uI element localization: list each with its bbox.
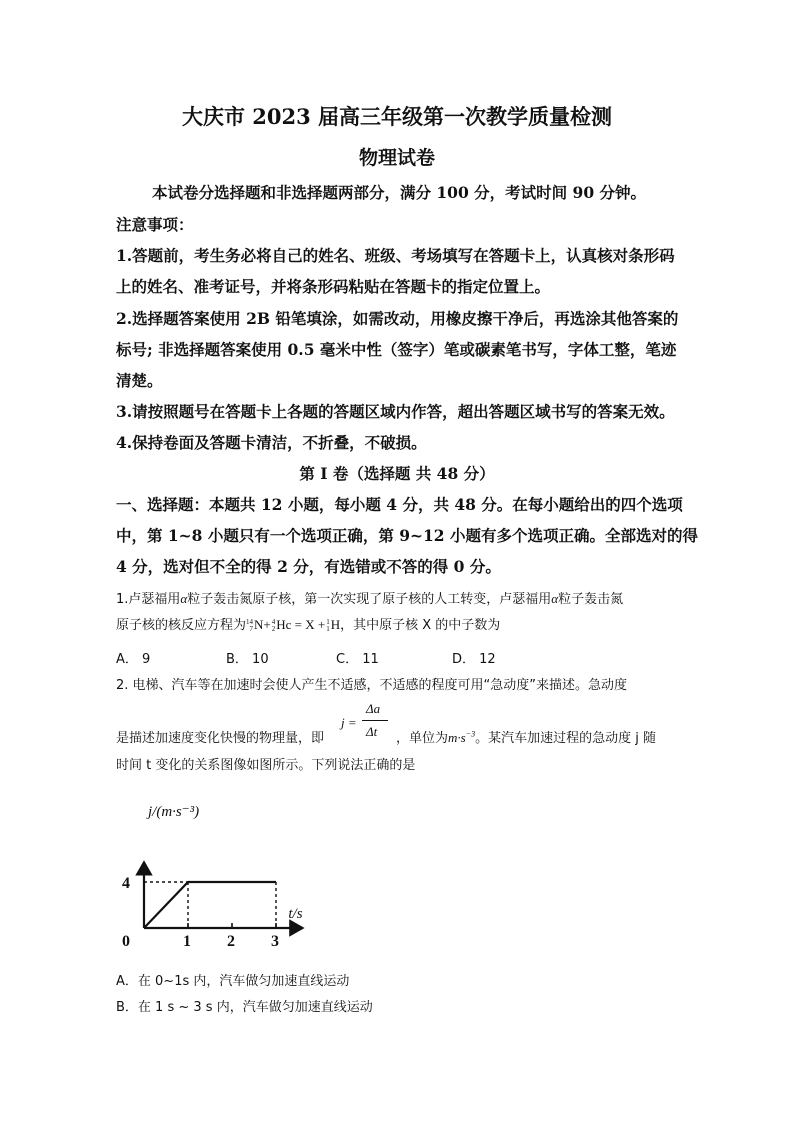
note-4: 4.保持卷面及答题卡清洁，不折叠，不破损。 bbox=[116, 433, 427, 452]
q2-option-a: A．在 0~1s 内，汽车做匀加速直线运动 bbox=[116, 974, 350, 989]
q1-line-1: 1.卢瑟福用α粒子轰击氮原子核，第一次实现了原子核的人工转变，卢瑟福用α粒子轰击氮 bbox=[116, 591, 624, 607]
q2-line-2-a: 是描述加速度变化快慢的物理量，即 bbox=[116, 731, 325, 746]
q1-option-d: D． 12 bbox=[452, 652, 496, 667]
jerk-time-graph bbox=[110, 790, 330, 960]
alpha-symbol: α bbox=[180, 591, 188, 606]
intro-text: 本试卷分选择题和非选择题两部分，满分 100 分，考试时间 90 分钟。 bbox=[152, 183, 647, 202]
jerk-symbol: j = bbox=[341, 715, 357, 730]
y-tick-label-4: 4 bbox=[122, 875, 130, 892]
section-desc-line-1: 一、选择题：本题共 12 小题，每小题 4 分，共 48 分。在每小题给出的四个选项 bbox=[116, 495, 683, 514]
note-2-line-2: 标号; 非选择题答案使用 0.5 毫米中性（签字）笔或碳素笔书写，字体工整，笔迹 bbox=[116, 340, 677, 359]
note-2-line-3: 清楚。 bbox=[116, 371, 163, 390]
q2-option-b: B．在 1 s ~ 3 s 内，汽车做匀加速直线运动 bbox=[116, 1000, 373, 1015]
fraction-bar bbox=[362, 720, 388, 721]
exam-title: 大庆市 2023 届高三年级第一次教学质量检测 bbox=[181, 104, 613, 129]
q1-option-c: C． 11 bbox=[336, 652, 379, 667]
jerk-series-line bbox=[144, 882, 276, 928]
x-tick-label-1: 1 bbox=[183, 933, 191, 950]
x-tick-label-3: 3 bbox=[271, 933, 279, 950]
y-axis-label: j/(m·s⁻³) bbox=[148, 804, 200, 820]
x-axis-label: t/s bbox=[288, 906, 303, 922]
note-2-line-1: 2.选择题答案使用 2B 铅笔填涂，如需改动，用橡皮擦干净后，再选涂其他答案的 bbox=[116, 309, 679, 328]
fraction-denominator: Δt bbox=[366, 724, 378, 739]
q1-line-2: 原子核的核反应方程为14 7N+4 2Hc = X +1 1H，其中原子核 X 的中子数为 bbox=[116, 617, 501, 634]
exam-subtitle: 物理试卷 bbox=[358, 147, 435, 169]
x-tick-label-2: 2 bbox=[227, 933, 235, 950]
nuclear-equation: 14 7N+4 2Hc = X +1 1H bbox=[246, 617, 341, 634]
origin-label: 0 bbox=[122, 933, 130, 950]
q2-line-3: 时间 t 变化的关系图像如图所示。下列说法正确的是 bbox=[116, 758, 416, 773]
q2-line-2-b: ，单位为$m\cdot s^{-3}$。某汽车加速过程的急动度 j 随 bbox=[396, 729, 657, 746]
note-1-line-2: 上的姓名、准考证号，并将条形码粘贴在答题卡的指定位置上。 bbox=[116, 277, 551, 296]
q1-option-b: B． 10 bbox=[226, 652, 269, 667]
note-3: 3.请按照题号在答题卡上各题的答题区域内作答，超出答题区域书写的答案无效。 bbox=[116, 402, 675, 421]
section-heading: 第 I 卷（选择题 共 48 分） bbox=[299, 464, 495, 483]
note-1-line-1: 1.答题前，考生务必将自己的姓名、班级、考场填写在答题卡上，认真核对条形码 bbox=[116, 246, 675, 265]
q2-line-1: 2. 电梯、汽车等在加速时会使人产生不适感，不适感的程度可用“急动度”来描述。急动度 bbox=[116, 678, 628, 693]
alpha-symbol-2: α bbox=[551, 591, 559, 606]
fraction-numerator: Δa bbox=[366, 701, 381, 716]
section-desc-line-2: 中，第 1~8 小题只有一个选项正确，第 9~12 小题有多个选项正确。全部选对的得 bbox=[116, 526, 698, 545]
notes-heading: 注意事项： bbox=[116, 215, 194, 234]
section-desc-line-3: 4 分，选对但不全的得 2 分，有选错或不答的得 0 分。 bbox=[116, 557, 501, 576]
q1-option-a: A． 9 bbox=[116, 652, 151, 667]
unit-formula: $m\cdot s^{-3}$ bbox=[448, 729, 476, 745]
